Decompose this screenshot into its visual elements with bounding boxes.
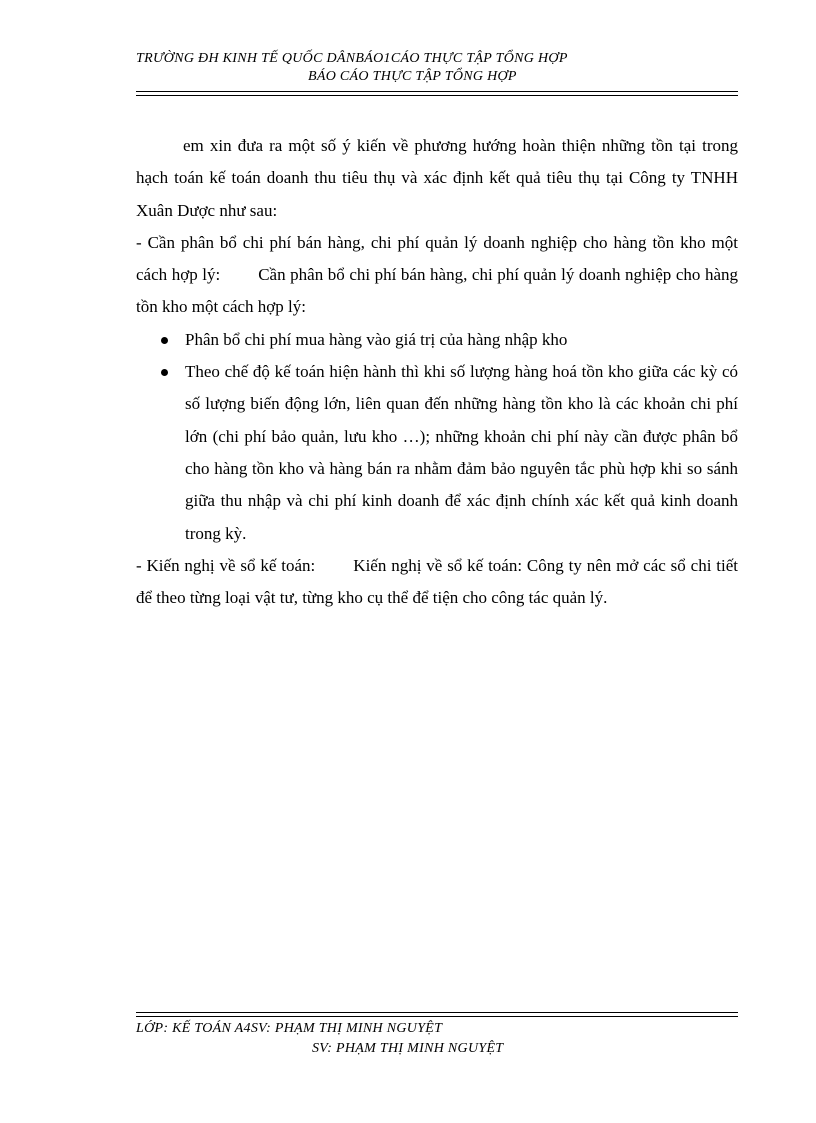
recommendation-paragraph-1 xyxy=(136,227,738,324)
footer-line1: LỚP: KẾ TOÁN A4SV: PHẠM THỊ MINH NGUYỆT xyxy=(136,1021,443,1036)
bullet-list xyxy=(136,324,738,550)
bullet-icon xyxy=(161,337,168,344)
recommendation-1-text: Cần phân bổ chi phí bán hàng, chi phí quản lý doanh nghiệp cho hàng tồn kho một cách hợp lý: xyxy=(136,265,738,317)
page-header xyxy=(136,50,738,86)
header-title-line1: TRƯỜNG ĐH KINH TẾ QUỐC DÂNBÁO1CÁO THỰC TẬP TỔNG HỢP xyxy=(136,51,568,66)
document-body xyxy=(136,130,738,614)
bullet-text: Phân bổ chi phí mua hàng vào giá trị của hàng nhập kho xyxy=(185,329,568,349)
recommendation-2-text: Kiến nghị về sổ kế toán: Công ty nên mở các sổ chi tiết để theo từng loại vật tư, từng kho cụ thể để tiện cho công tác quản lý. xyxy=(136,555,738,608)
recommendation-2-heading: - Kiến nghị về sổ kế toán: xyxy=(136,555,316,575)
bullet-text: Theo chế độ kế toán hiện hành thì khi số lượng hàng hoá tồn kho giữa các kỳ có số lượng biến động lớn, liên quan đến những hàng tồn kho là các khoản chi phí lớn (chi phí bảo quản, lưu kho …); những khoản chi phí này cần được phân bổ cho hàng tồn kho và hàng bán ra nhằm đảm bảo nguyên tắc phù hợp khi so sánh giữa thu nhập và chi phí kinh doanh để xác định chính xác kết quả kinh doanh trong kỳ. xyxy=(185,362,738,543)
header-title-line2: BÁO CÁO THỰC TẬP TỔNG HỢP xyxy=(308,69,517,84)
bullet-icon xyxy=(161,369,168,376)
list-item xyxy=(136,324,738,356)
recommendation-paragraph-2 xyxy=(136,550,738,615)
page-footer xyxy=(136,1019,738,1059)
recommendation-1-heading: - Cần phân bổ chi phí bán hàng, chi phí quản lý doanh nghiệp cho hàng tồn kho một cách hợp lý: xyxy=(136,232,738,285)
list-item xyxy=(136,356,738,550)
footer-line2: SV: PHẠM THỊ MINH NGUYỆT xyxy=(312,1041,504,1056)
header-divider xyxy=(136,91,738,96)
intro-paragraph: em xin đưa ra một số ý kiến về phương hướng hoàn thiện những tồn tại trong hạch toán kế toán doanh thu tiêu thụ và xác định kết quả tiêu thụ tại Công ty TNHH Xuân Dược như sau: xyxy=(136,136,738,220)
footer-divider xyxy=(136,1012,738,1017)
